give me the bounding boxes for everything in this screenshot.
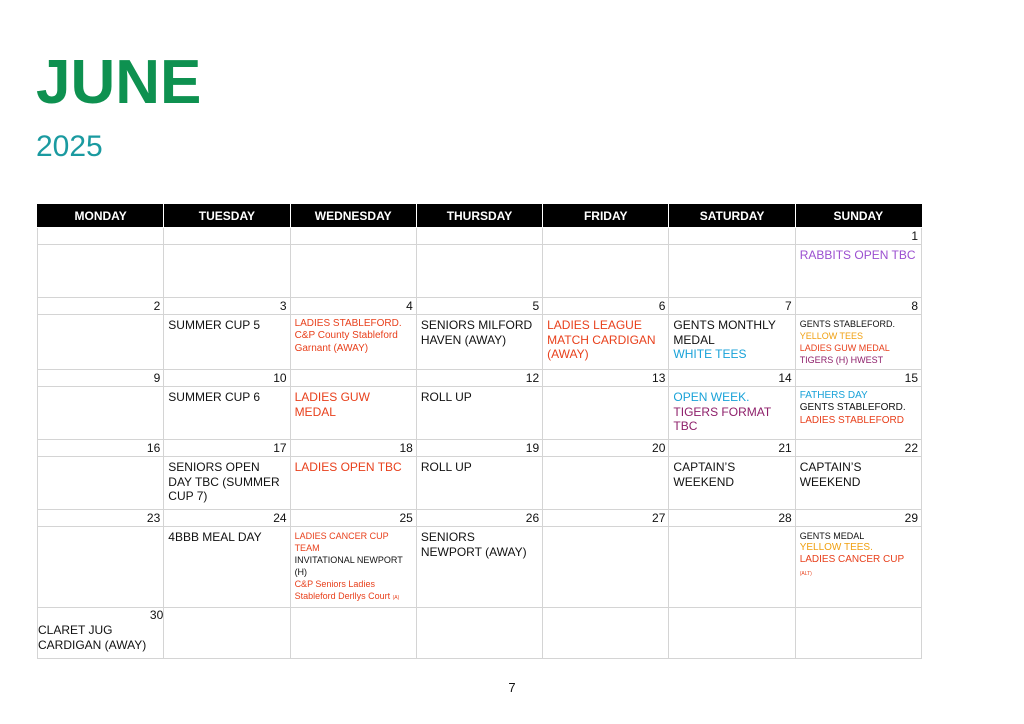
week-2-events-row bbox=[38, 315, 922, 370]
day-number: 21 bbox=[669, 440, 795, 457]
day-number: 1 bbox=[795, 228, 921, 245]
week-3-events-row bbox=[38, 387, 922, 440]
day-cell bbox=[543, 315, 669, 370]
weekday-header-sunday: SUNDAY bbox=[795, 204, 921, 228]
day-cell bbox=[543, 245, 669, 298]
day-number: 17 bbox=[164, 440, 290, 457]
day-number: 10 bbox=[164, 370, 290, 387]
week-2-number-row bbox=[38, 298, 922, 315]
calendar-event bbox=[673, 460, 790, 489]
calendar-event bbox=[800, 354, 917, 366]
event-text: GENTS MONTHLY MEDAL bbox=[673, 318, 776, 347]
event-text: LADIES CANCER CUP TEAM bbox=[294, 531, 389, 553]
day-number: 23 bbox=[38, 510, 164, 527]
event-text: YELLOW TEES bbox=[799, 331, 864, 341]
week-3-number-row bbox=[38, 370, 922, 387]
day-cell bbox=[795, 527, 921, 608]
day-cell bbox=[164, 608, 290, 659]
calendar-event bbox=[673, 390, 790, 405]
day-number bbox=[416, 228, 542, 245]
calendar-event bbox=[168, 318, 285, 333]
weekday-header-tuesday: TUESDAY bbox=[164, 204, 290, 228]
weekday-header-row bbox=[38, 204, 922, 228]
day-number: 14 bbox=[669, 370, 795, 387]
day-number: 22 bbox=[795, 440, 921, 457]
calendar-event bbox=[547, 318, 664, 362]
day-number bbox=[669, 228, 795, 245]
event-text: LADIES GUW MEDAL bbox=[294, 390, 370, 419]
day-cell bbox=[38, 315, 164, 370]
day-number: 30 bbox=[149, 608, 164, 622]
day-cell bbox=[290, 527, 416, 608]
calendar-event bbox=[421, 460, 538, 475]
day-cell bbox=[416, 245, 542, 298]
weekday-header-friday: FRIDAY bbox=[543, 204, 669, 228]
calendar-event bbox=[421, 390, 538, 405]
day-cell bbox=[290, 387, 416, 440]
calendar-event bbox=[295, 590, 412, 604]
day-cell bbox=[38, 245, 164, 298]
day-cell bbox=[669, 457, 795, 510]
calendar-event bbox=[295, 530, 412, 554]
calendar-event bbox=[800, 330, 917, 342]
weekday-header-monday: MONDAY bbox=[38, 204, 164, 228]
event-text: TIGERS FORMAT TBC bbox=[673, 404, 771, 434]
event-text: CAPTAIN’S WEEKEND bbox=[673, 460, 736, 489]
calendar-event bbox=[421, 318, 538, 347]
day-cell bbox=[164, 245, 290, 298]
calendar-event bbox=[168, 530, 285, 545]
event-text: LADIES LEAGUE MATCH CARDIGAN (AWAY) bbox=[547, 318, 656, 362]
day-cell bbox=[543, 387, 669, 440]
day-number bbox=[38, 228, 164, 245]
day-cell bbox=[290, 457, 416, 510]
calendar-event bbox=[800, 530, 917, 542]
day-number: 4 bbox=[290, 298, 416, 315]
event-text: ROLL UP bbox=[420, 460, 472, 474]
day-cell bbox=[38, 608, 164, 659]
day-cell bbox=[38, 457, 164, 510]
weekday-header-wednesday: WEDNESDAY bbox=[290, 204, 416, 228]
day-number: 5 bbox=[416, 298, 542, 315]
calendar-event bbox=[673, 405, 790, 434]
day-number bbox=[164, 228, 290, 245]
day-cell bbox=[543, 527, 669, 608]
calendar-event bbox=[800, 390, 917, 402]
calendar-event bbox=[800, 415, 917, 427]
calendar-event bbox=[421, 530, 538, 559]
event-note: (ALT) bbox=[799, 570, 812, 577]
day-cell bbox=[416, 608, 542, 659]
year-title: 2025 bbox=[36, 130, 103, 163]
calendar-event bbox=[673, 347, 790, 362]
event-text: WHITE TEES bbox=[673, 347, 747, 362]
calendar-event bbox=[295, 460, 412, 475]
day-cell bbox=[795, 315, 921, 370]
event-text: SENIORS OPEN DAY TBC (SUMMER CUP 7) bbox=[168, 460, 280, 504]
weekday-header-saturday: SATURDAY bbox=[669, 204, 795, 228]
event-text: GENTS STABLEFORD. bbox=[799, 402, 906, 414]
day-cell bbox=[416, 527, 542, 608]
day-number: 7 bbox=[669, 298, 795, 315]
day-number: 28 bbox=[669, 510, 795, 527]
day-cell bbox=[795, 245, 921, 298]
day-cell bbox=[164, 457, 290, 510]
day-cell bbox=[290, 245, 416, 298]
day-number: 26 bbox=[416, 510, 542, 527]
week-5-events-row bbox=[38, 527, 922, 608]
day-number bbox=[543, 228, 669, 245]
event-text: GENTS MEDAL bbox=[799, 531, 865, 541]
event-text: SUMMER CUP 6 bbox=[168, 390, 261, 404]
calendar-event bbox=[295, 578, 412, 590]
day-number: 29 bbox=[795, 510, 921, 527]
event-text: RABBITS OPEN TBC bbox=[799, 248, 916, 262]
day-cell bbox=[795, 457, 921, 510]
page-number: 7 bbox=[508, 680, 516, 695]
day-number: 12 bbox=[416, 370, 542, 387]
day-number: 3 bbox=[164, 298, 290, 315]
day-cell bbox=[164, 387, 290, 440]
day-cell bbox=[669, 245, 795, 298]
event-text: LADIES STABLEFORD. bbox=[294, 318, 402, 329]
calendar-event bbox=[295, 330, 412, 355]
day-number: 8 bbox=[795, 298, 921, 315]
calendar-event bbox=[800, 318, 917, 330]
event-text: Stableford Derllys Court bbox=[294, 591, 391, 601]
day-cell bbox=[416, 457, 542, 510]
day-number: 13 bbox=[543, 370, 669, 387]
day-number bbox=[290, 228, 416, 245]
day-number: 2 bbox=[38, 298, 164, 315]
calendar-event bbox=[295, 390, 412, 419]
calendar-event bbox=[800, 342, 917, 354]
day-number: 19 bbox=[416, 440, 542, 457]
day-cell bbox=[543, 608, 669, 659]
calendar-event bbox=[168, 390, 285, 405]
calendar-body bbox=[38, 228, 922, 659]
calendar-event bbox=[800, 248, 917, 263]
day-cell bbox=[38, 387, 164, 440]
event-text: FATHERS DAY bbox=[799, 390, 868, 401]
calendar-grid bbox=[37, 204, 922, 659]
event-text: OPEN WEEK. bbox=[673, 390, 750, 404]
day-cell bbox=[795, 608, 921, 659]
event-text: TIGERS (H) HWEST bbox=[799, 355, 884, 365]
day-cell bbox=[669, 387, 795, 440]
calendar-event: CLARET JUG CARDIGAN (AWAY) bbox=[38, 623, 147, 652]
day-cell bbox=[290, 315, 416, 370]
event-text: CAPTAIN’S WEEKEND bbox=[799, 460, 862, 489]
day-number: 6 bbox=[543, 298, 669, 315]
day-cell bbox=[290, 608, 416, 659]
week-4-number-row bbox=[38, 440, 922, 457]
day-number: 20 bbox=[543, 440, 669, 457]
day-cell bbox=[543, 457, 669, 510]
calendar-event bbox=[295, 554, 412, 578]
event-text: 4BBB MEAL DAY bbox=[168, 530, 262, 544]
week-5-number-row bbox=[38, 510, 922, 527]
day-number: 15 bbox=[795, 370, 921, 387]
calendar-event bbox=[673, 318, 790, 347]
day-cell bbox=[795, 387, 921, 440]
event-text: LADIES OPEN TBC bbox=[294, 460, 402, 474]
calendar-event bbox=[800, 554, 917, 580]
week-row-6 bbox=[38, 608, 922, 659]
day-cell bbox=[669, 527, 795, 608]
day-number: 27 bbox=[543, 510, 669, 527]
event-text: C&P Seniors Ladies bbox=[294, 579, 375, 589]
event-text: LADIES GUW MEDAL bbox=[799, 343, 890, 353]
day-cell bbox=[164, 315, 290, 370]
event-text: INVITATIONAL NEWPORT (H) bbox=[294, 555, 403, 577]
day-number bbox=[290, 370, 416, 387]
calendar-event bbox=[800, 460, 917, 489]
event-text: LADIES CANCER CUP bbox=[799, 554, 904, 566]
event-text: ROLL UP bbox=[420, 390, 472, 404]
month-title: JUNE bbox=[36, 48, 202, 117]
day-cell bbox=[164, 527, 290, 608]
event-note: (A) bbox=[392, 595, 400, 601]
calendar-event bbox=[800, 402, 917, 414]
calendar-event bbox=[168, 460, 285, 504]
day-number: 16 bbox=[38, 440, 164, 457]
weekday-header-thursday: THURSDAY bbox=[416, 204, 542, 228]
event-text: LADIES STABLEFORD bbox=[799, 414, 904, 426]
week-1-number-row bbox=[38, 228, 922, 245]
day-number: 24 bbox=[164, 510, 290, 527]
day-number: 9 bbox=[38, 370, 164, 387]
day-number: 18 bbox=[290, 440, 416, 457]
event-text: GENTS STABLEFORD. bbox=[799, 319, 896, 329]
event-text: YELLOW TEES. bbox=[799, 542, 873, 553]
day-number: 25 bbox=[290, 510, 416, 527]
day-cell bbox=[38, 527, 164, 608]
day-cell bbox=[416, 387, 542, 440]
event-text: SENIORS MILFORD HAVEN (AWAY) bbox=[420, 318, 533, 347]
day-cell bbox=[669, 608, 795, 659]
event-text: SUMMER CUP 5 bbox=[168, 318, 261, 332]
week-4-events-row bbox=[38, 457, 922, 510]
event-text: SENIORS NEWPORT (AWAY) bbox=[420, 530, 527, 559]
day-cell bbox=[416, 315, 542, 370]
event-text: C&P County Stableford Garnant (AWAY) bbox=[294, 330, 398, 354]
calendar-event bbox=[295, 318, 412, 330]
day-cell bbox=[669, 315, 795, 370]
calendar-event bbox=[800, 542, 917, 554]
week-1-events-row bbox=[38, 245, 922, 298]
